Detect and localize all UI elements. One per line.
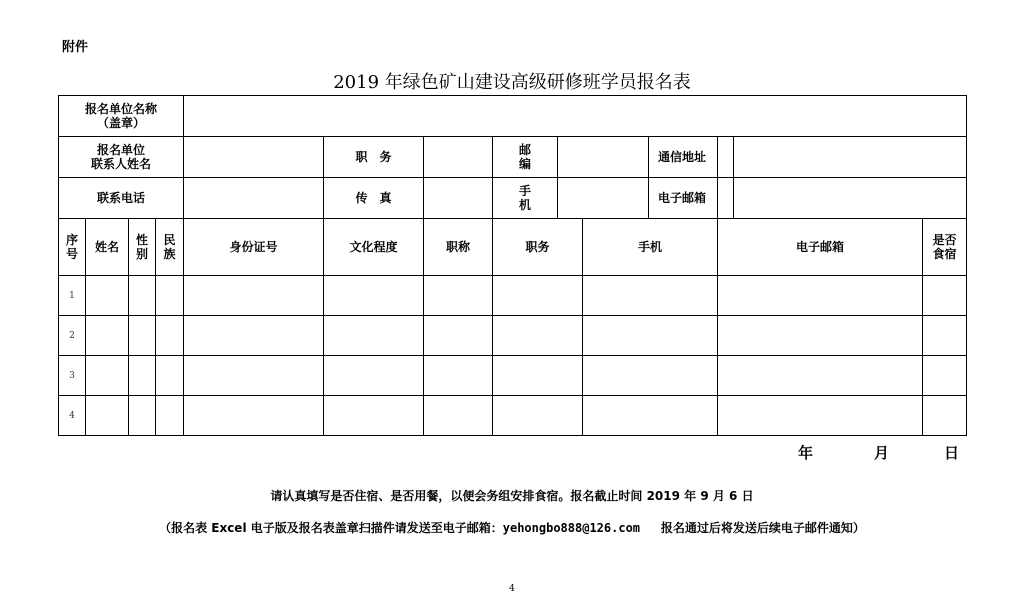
unit-name-field[interactable]	[184, 96, 967, 137]
cell-education[interactable]	[324, 316, 424, 356]
row-number: 4	[59, 396, 86, 436]
cell-mobile[interactable]	[583, 356, 718, 396]
submission-note-prefix: （报名表 Excel 电子版及报名表盖章扫描件请发送至电子邮箱：	[159, 521, 503, 535]
cell-ethnic[interactable]	[156, 276, 184, 316]
row-number: 1	[59, 276, 86, 316]
cell-title[interactable]	[424, 396, 493, 436]
header-position: 职务	[493, 219, 583, 276]
cell-title[interactable]	[424, 316, 493, 356]
table-row	[59, 316, 967, 356]
lodging-note: 请认真填写是否住宿、是否用餐，以便会务组安排食宿。报名截止时间 2019 年 9 月 6 日	[270, 489, 754, 503]
phone-field[interactable]	[184, 178, 324, 219]
header-lodging: 是否 食宿	[923, 219, 967, 276]
cell-id-card[interactable]	[184, 396, 324, 436]
cell-gender[interactable]	[129, 356, 156, 396]
header-email: 电子邮箱	[718, 219, 923, 276]
cell-mobile[interactable]	[583, 276, 718, 316]
registration-table	[58, 95, 967, 436]
cell-ethnic[interactable]	[156, 356, 184, 396]
header-mobile: 手机	[583, 219, 718, 276]
table-row	[59, 276, 967, 316]
cell-id-card[interactable]	[184, 316, 324, 356]
cell-name[interactable]	[86, 356, 129, 396]
date-day-label: 日	[944, 444, 960, 462]
contact-row	[59, 137, 967, 178]
cell-id-card[interactable]	[184, 276, 324, 316]
row-number: 2	[59, 316, 86, 356]
cell-mobile[interactable]	[583, 316, 718, 356]
form-title: 2019 年绿色矿山建设高级研修班学员报名表	[333, 72, 691, 93]
contact-email: yehongbo888@126.com	[502, 521, 641, 535]
cell-lodging[interactable]	[923, 276, 967, 316]
cell-position[interactable]	[493, 356, 583, 396]
email-field[interactable]	[733, 178, 966, 218]
cell-lodging[interactable]	[923, 316, 967, 356]
header-title: 职称	[424, 219, 493, 276]
date-year-label: 年	[798, 444, 814, 462]
cell-email[interactable]	[718, 316, 923, 356]
cell-email[interactable]	[718, 356, 923, 396]
header-ethnic: 民 族	[156, 219, 184, 276]
cell-ethnic[interactable]	[156, 316, 184, 356]
header-education: 文化程度	[324, 219, 424, 276]
cell-lodging[interactable]	[923, 396, 967, 436]
cell-gender[interactable]	[129, 276, 156, 316]
table-row	[59, 356, 967, 396]
cell-education[interactable]	[324, 396, 424, 436]
position-field[interactable]	[424, 137, 493, 178]
fax-label: 传 真	[324, 178, 424, 219]
unit-name-row	[59, 96, 967, 137]
cell-title[interactable]	[424, 276, 493, 316]
address-cell[interactable]	[658, 137, 967, 178]
unit-name-label: 报名单位名称 （盖章）	[59, 96, 184, 137]
header-row	[59, 219, 967, 276]
email-cell[interactable]	[658, 178, 967, 219]
cell-gender[interactable]	[129, 396, 156, 436]
header-name: 姓名	[86, 219, 129, 276]
header-seq: 序 号	[59, 219, 86, 276]
cell-name[interactable]	[86, 316, 129, 356]
annex-label: 附件	[62, 40, 89, 55]
contact-name-field[interactable]	[184, 137, 324, 178]
cell-id-card[interactable]	[184, 356, 324, 396]
cell-position[interactable]	[493, 316, 583, 356]
page-number: 4	[509, 584, 515, 594]
phone-row	[59, 178, 967, 219]
row-number: 3	[59, 356, 86, 396]
address-label: 通信地址	[648, 137, 715, 177]
cell-ethnic[interactable]	[156, 396, 184, 436]
cell-position[interactable]	[493, 276, 583, 316]
header-gender: 性 别	[129, 219, 156, 276]
position-label: 职 务	[324, 137, 424, 178]
submission-note	[0, 519, 1024, 536]
fax-field[interactable]	[424, 178, 493, 219]
cell-education[interactable]	[324, 356, 424, 396]
cell-title[interactable]	[424, 356, 493, 396]
submission-note-suffix: 报名通过后将发送后续电子邮件通知）	[640, 521, 865, 535]
cell-email[interactable]	[718, 276, 923, 316]
address-field[interactable]	[733, 137, 966, 177]
cell-education[interactable]	[324, 276, 424, 316]
cell-position[interactable]	[493, 396, 583, 436]
mobile-label: 手 机	[493, 178, 558, 219]
cell-mobile[interactable]	[583, 396, 718, 436]
contact-label: 报名单位 联系人姓名	[59, 137, 184, 178]
cell-name[interactable]	[86, 396, 129, 436]
cell-name[interactable]	[86, 276, 129, 316]
table-row	[59, 396, 967, 436]
header-id-card: 身份证号	[184, 219, 324, 276]
postcode-label: 邮 编	[493, 137, 558, 178]
cell-gender[interactable]	[129, 316, 156, 356]
cell-lodging[interactable]	[923, 356, 967, 396]
email-label: 电子邮箱	[648, 178, 715, 218]
phone-label: 联系电话	[59, 178, 184, 219]
date-month-label: 月	[874, 444, 890, 462]
cell-email[interactable]	[718, 396, 923, 436]
